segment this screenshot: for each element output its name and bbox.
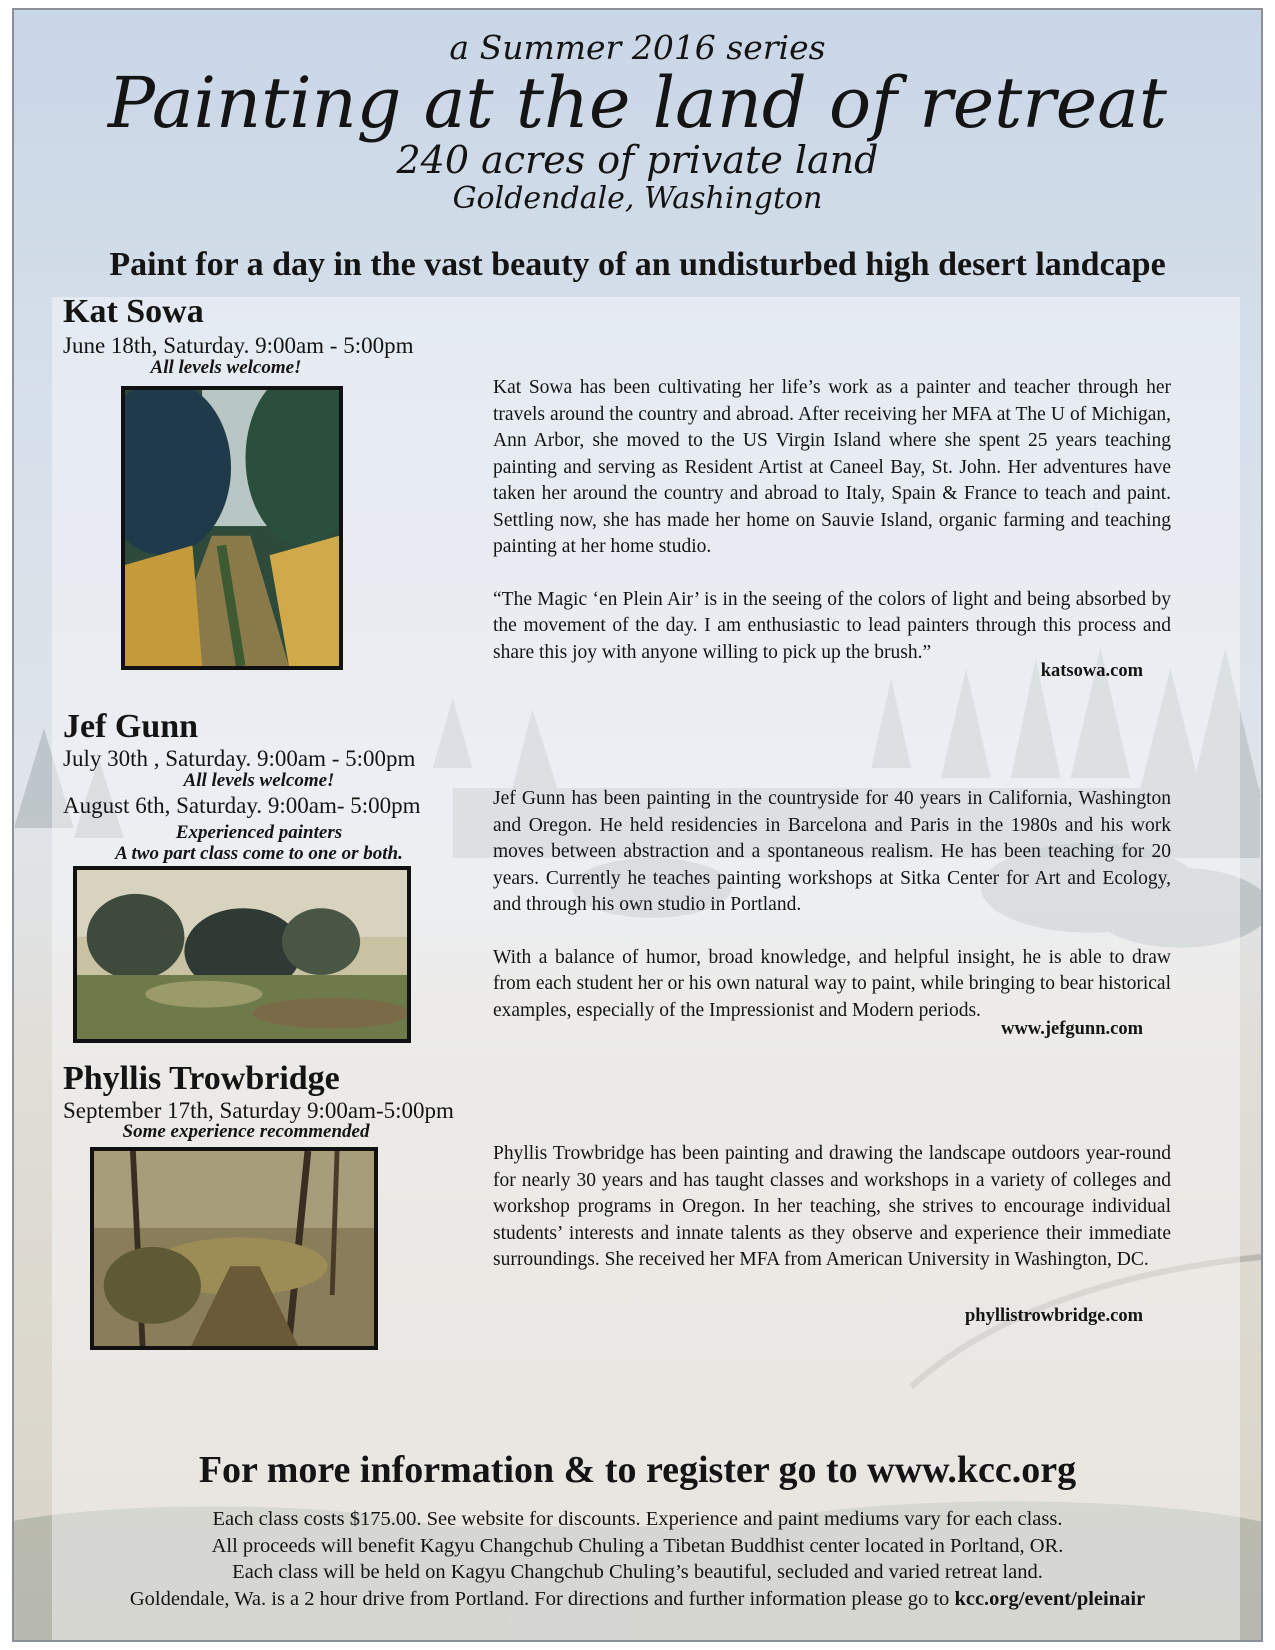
instructor-name-kat-sowa: Kat Sowa bbox=[63, 293, 204, 330]
website-link-kat-sowa[interactable]: katsowa.com bbox=[1040, 661, 1143, 681]
instructor-date2-jef-gunn: August 6th, Saturday. 9:00am- 5:00pm bbox=[63, 793, 421, 818]
register-call-to-action: For more information & to register go to www.kcc.org bbox=[198, 1449, 1077, 1491]
acres-line: 240 acres of private land bbox=[396, 138, 879, 182]
bio-paragraph: Jef Gunn has been painting in the countryside for 40 years in California, Washington and Oregon. He held residencies in Barcelona and Paris in the 1980s and his work moves between abstraction and a spontaneous realism. He has been teaching for 20 years. Currently he teaches painting workshops at Sitka Center for Art and Ecology, and through his own studio in Portland. bbox=[493, 788, 1171, 915]
instructor-level-phyllis-trowbridge: Some experience recommended bbox=[122, 1121, 370, 1142]
bio-jef-gunn bbox=[493, 786, 1171, 1050]
instructor-level2-jef-gunn: Experienced painters bbox=[175, 822, 343, 843]
header bbox=[14, 30, 1261, 218]
footer-line-location: Each class will be held on Kagyu Changchub Chuling’s beautiful, secluded and varied retreat land. bbox=[232, 1561, 1043, 1583]
website-link-phyllis-trowbridge[interactable]: phyllistrowbridge.com bbox=[965, 1306, 1143, 1326]
footer-line-proceeds: All proceeds will benefit Kagyu Changchub Chuling a Tibetan Buddhist center located in Porltand, OR. bbox=[211, 1534, 1064, 1557]
footer-directions-text: Goldendale, Wa. is a 2 hour drive from Portland. For directions and further information please go to bbox=[129, 1587, 955, 1610]
website-link-jef-gunn[interactable]: www.jefgunn.com bbox=[1001, 1019, 1143, 1039]
instructor-date-jef-gunn: July 30th , Saturday. 9:00am - 5:00pm bbox=[63, 746, 416, 771]
painting-kat-sowa bbox=[121, 386, 343, 670]
painting-phyllis-trowbridge bbox=[90, 1147, 378, 1350]
tagline: Paint for a day in the vast beauty of an undisturbed high desert landcape bbox=[109, 246, 1166, 283]
bio-paragraph: Kat Sowa has been cultivating her life’s work as a painter and teacher through her travels around the country and abroad. After receiving her MFA at The U of Michigan, Ann Arbor, she moved to the US Virgin Island where she spent 25 years teaching painting and serving as Resident Artist at Caneel Bay, St. John. Her adventures have taken her around the country and abroad to Italy, Spain & France to teach and paint. Settling now, she has made her home on Sauvie Island, organic farming and teaching painting at her home studio. bbox=[493, 377, 1171, 557]
instructor-level-kat-sowa: All levels welcome! bbox=[150, 357, 302, 378]
painting-jef-gunn bbox=[73, 866, 411, 1043]
bio-paragraph: Phyllis Trowbridge has been painting and drawing the landscape outdoors year-round for nearly 30 years and has taught classes and workshops in a variety of colleges and workshop programs in Oregon. In her teaching, she strives to encourage individual students’ interests and innate talents as they observe and experience their immediate surroundings. She received her MFA from American University in Washington, DC. bbox=[493, 1143, 1171, 1270]
instructor-name-jef-gunn: Jef Gunn bbox=[63, 708, 199, 745]
page-title: Painting at the land of retreat bbox=[107, 62, 1168, 144]
bio-kat-sowa bbox=[493, 375, 1171, 692]
bio-paragraph: “The Magic ‘en Plein Air’ is in the seeing of the colors of light and being absorbed by the movement of the day. I am enthusiastic to lead painters through this process and share this joy with anyone willing to pick up the brush.” bbox=[493, 588, 1171, 663]
footer-line-cost: Each class costs $175.00. See website for discounts. Experience and paint mediums vary for each class. bbox=[212, 1508, 1063, 1530]
series-subtitle: a Summer 2016 series bbox=[449, 28, 826, 67]
directions-link[interactable]: kcc.org/event/pleinair bbox=[954, 1587, 1146, 1610]
bio-paragraph: With a balance of humor, broad knowledge, and helpful insight, he is able to draw from each student her or his own natural way to paint, while bringing to bear historical examples, especially of the Impressionist and Modern periods. bbox=[493, 946, 1171, 1021]
instructor-level-jef-gunn: All levels welcome! bbox=[183, 770, 335, 791]
instructor-note-jef-gunn: A two part class come to one or both. bbox=[115, 843, 403, 864]
bio-phyllis-trowbridge bbox=[493, 1141, 1171, 1300]
location-line: Goldendale, Washington bbox=[452, 181, 823, 216]
instructor-date-kat-sowa: June 18th, Saturday. 9:00am - 5:00pm bbox=[63, 333, 414, 358]
instructor-name-phyllis-trowbridge: Phyllis Trowbridge bbox=[63, 1060, 340, 1097]
instructor-date-phyllis-trowbridge: September 17th, Saturday 9:00am-5:00pm bbox=[63, 1098, 454, 1123]
flyer-page bbox=[12, 8, 1263, 1642]
footer-info bbox=[14, 1506, 1261, 1612]
footer-line-directions bbox=[14, 1586, 1261, 1613]
